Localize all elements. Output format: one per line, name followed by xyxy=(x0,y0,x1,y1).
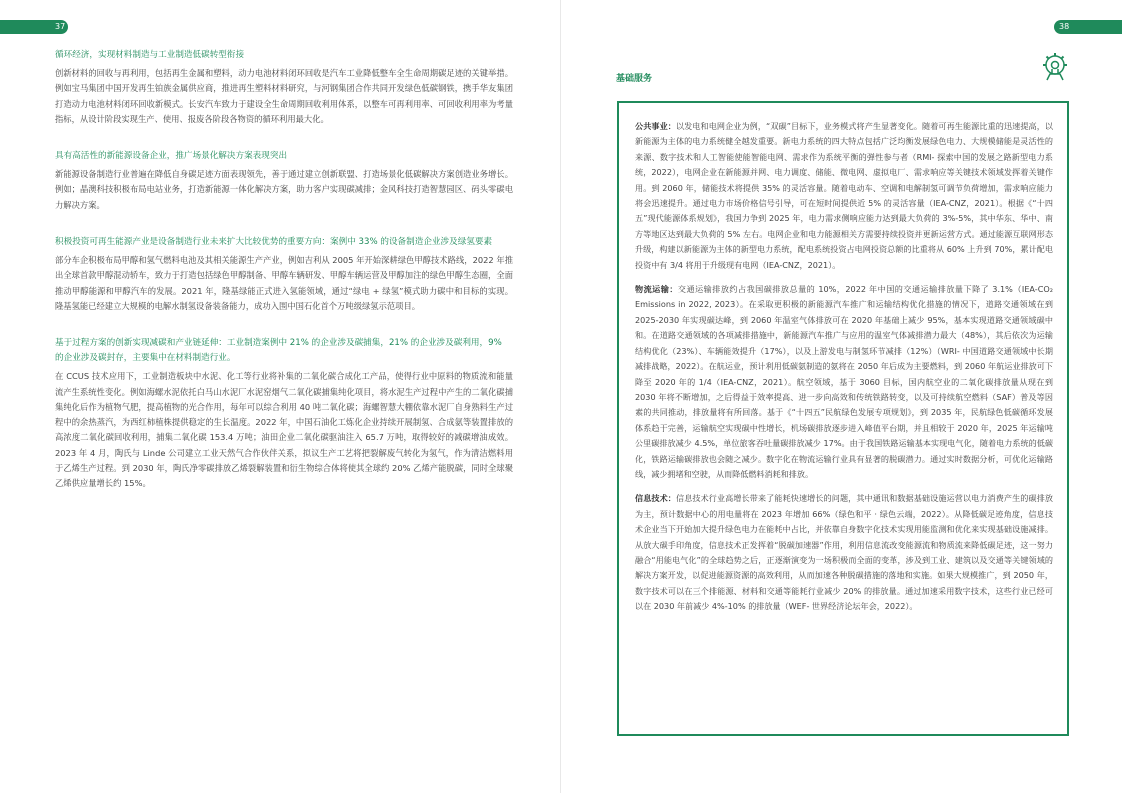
paragraph-text: 信息技术行业高增长带来了能耗快速增长的问题，其中通讯和数据基础设施运营以电力消费产生的碳排放为主，预计数据中心的用电量将在 2023 年增加 66%（绿色和平 · 绿色云端，2022）。从降低碳足迹角度，信息技术企业当下开始加大提升绿色电力在能耗中占比，并依靠自身数字化技术实现用能监测和优化来实现基础设施减排。从放大碳手印角度，信息技术正发挥着“脱碳加速器”作用，利用信息流改变能源流和物质流来降低碳足迹，这一努力融合“用能电气化”的全球趋势之后，正逐渐演变为一场积极而全面的变革，涉及到工业、建筑以及交通等关键领域的解决方案开发，以促进能源资源的高效利用，从而加速各种脱碳措施的落地和实施。如果大规模推广，到 2050 年，数字技术可以在三个排能源、材料和交通等能耗行业减少 20% 的排放量。通过加速采用数字技术，这些行业已经可以在 2030 年前减少 4%-10% 的排放量（WEF- 世界经济论坛年会，2022）。 xyxy=(635,493,1053,612)
paragraph-public-utilities xyxy=(635,119,1053,273)
section-body: 新能源设备制造行业普遍在降低自身碳足迹方面表现领先，善于通过建立创新联盟、打造场景化低碳解决方案创造业务增长。例如；晶澳科技积极布局电站业务，打造新能源一体化解决方案，助力客户实现碳减排；金风科技打造智慧园区、码头零碳电力解决方案。 xyxy=(55,169,513,210)
section-new-energy-equipment xyxy=(55,149,513,213)
box-content xyxy=(635,119,1053,624)
paragraph-text: 交通运输排放约占我国碳排放总量的 10%，2022 年中国的交通运输排放量下降了 3.1%（IEA-CO₂ Emissions in 2022, 2023）。在采取更积极的新能源汽车推广和运输结构优化措施的情况下，道路交通领域在到 2025-2030 年实现碳达峰，到 2060 年温室气体排放可在 2020 年基础上减少 95%，基本实现道路交通领域碳中和。在道路交通领域的各项减排措施中，新能源汽车推广与应用的温室气体减排潜力最大（48%），其后依次为运输结构优化（23%）、车辆能效提升（17%），以及上游发电与制氢环节减排（12%）（WRI- 中国道路交通领域中长期减排战略，2022）。在航运业，预计利用低碳氨制造的氨将在 2050 年后成为主要燃料，到 2060 年航运业排放可下降至 2020 年的 1/4（IEA-CNZ，2021）。航空领域，基于 3060 目标，国内航空业的二氧化碳排放量从现在到 2030 年将不断增加，之后得益于效率提高、进一步向高效和传统铁路转变，以及可持续航空燃料（SAF）普及等因素的共同推动，排放量将有所回落。基于《“十四五”民航绿色发展专项规划》，到 2035 年，民航绿色低碳循环发展体系趋于完善，运输航空实现碳中性增长，机场碳排放逐步进入峰值平台期，并且相较于 2020 年，2025 年运输吨公里碳排放减少 4.5%，单位旅客吞吐量碳排放减少 17%。由于我国铁路运输基本实现电气化，随着电力系统的低碳化，铁路运输碳排放也会随之减少。数字化在物流运输行业具有显著的脱碳潜力。通过实时数据分析，可优化运输路线，减少拥堵和空驶，从而降低燃料消耗和排放。 xyxy=(635,284,1053,479)
basic-services-box xyxy=(617,101,1069,736)
paragraph-label: 公共事业： xyxy=(635,121,676,131)
section-circular-economy xyxy=(55,48,513,127)
paragraph-information-technology xyxy=(635,491,1053,614)
section-heading: 具有高活性的新能源设备企业，推广场景化解决方案表现突出 xyxy=(55,151,288,162)
section-heading: 积极投资可再生能源产业是设备制造行业未来扩大比较优势的重要方向：案例中 33% 的设备制造企业涉及绿氢要素 xyxy=(55,237,493,248)
section-title: 基础服务 xyxy=(616,74,653,84)
section-process-innovation xyxy=(55,336,513,491)
page-number-tab-left xyxy=(0,20,68,34)
paragraph-text: 以发电和电网企业为例，“双碳”目标下，业务模式将产生显著变化。随着可再生能源比重的迅速提高，以新能源为主体的电力系统健全越发重要。新电力系统的四大特点包括广泛均衡发展绿色电力、大规模储能是灵活性的来源、数字技术和人工智能使能智能电网、需求作为系统平衡的弹性参与者（RMI- 探索中国的发展之路新型电力系统，2022），电网企业在新能源并网、电力调度、储能、微电网、虚拟电厂、需求响应等关键技术领域发挥着关键作用。到 2060 年，储能技术将提供 35% 的灵活容量。随着电动车、空调和电解制氢可调节负荷增加，需求响应能力将会迅速提升。通过电力市场价格信号引导，可在短时间提供近 5% 的灵活容量（IEA-CNZ，2021）。根据《“十四五”现代能源体系规划》，我国力争到 2025 年，电力需求侧响应能力达到最大负荷的 3%-5%，其中华东、华中、南方等地区达到最大负荷的 5% 左右。电网企业和电力能源相关方需要持续投资并更新运营方式。通过能源互联网形态升级，构建以新能源为主体的新型电力系统，配电系统投资占电网投资总额的比重将从 60% 上升到 70%，累计配电投资中有 3/4 将用于升级现有电网（IEA-CNZ，2021）。 xyxy=(635,121,1053,270)
section-heading: 循环经济，实现材料制造与工业制造低碳转型衔接 xyxy=(55,50,245,60)
gear-hand-icon xyxy=(1038,50,1072,84)
page-number-left: 37 xyxy=(55,22,66,31)
page-number-tab-right xyxy=(1054,20,1122,34)
section-renewable-investment xyxy=(55,235,513,314)
paragraph-label: 物流运输： xyxy=(635,284,678,295)
section-body: 部分车企积极布局甲醇和氢气燃料电池及其相关能源生产产业，例如吉利从 2005 年开始深耕绿色甲醇技术路线，2022 年推出全球首款甲醇混动轿车，致力于打造包括绿色甲醇制备、甲醇车辆研发、甲醇车辆运营及甲醇加注的绿色甲醇生态圈，全面推动甲醇能源和甲醇汽车的发展。2021 年，隆基绿能正式进入氢能领域，通过“绿电 + 绿氢”模式助力碳中和目标的实现。隆基氢能已经建立大规模的电解水制氢设备装备能力，成功入围中国石化首个万吨级绿氢示范项目。 xyxy=(55,255,513,311)
section-heading: 基于过程方案的创新实现减碳和产业链延伸：工业制造案例中 21% 的企业涉及碳捕集，21% 的企业涉及碳利用，9% 的企业涉及碳封存，主要集中在材料制造行业。 xyxy=(55,338,502,364)
paragraph-label: 信息技术： xyxy=(635,493,676,504)
section-body: 在 CCUS 技术应用下，工业制造板块中水泥、化工等行业将补集的二氧化碳合成化工产品，使得行业中原料的物质流和能量流产生系统性变化。例如海螺水泥依托白马山水泥厂水泥窑烟气二氧化碳捕集纯化项目，将水泥生产过程中产生的二氧化碳捕集纯化后作为植物气肥，提高植物的光合作用，每年可以综合利用 40 吨二氧化碳；海螺智慧大棚依靠水泥厂自身熟料生产过程中的余热蒸汽，为西红柿植株提供稳定的生长温度。2022 年，中国石油化工炼化企业持续开展制氢、合成氨等装置排放的高浓度二氧化碳回收利用，捕集二氧化碳 153.4 万吨；油田企业二氧化碳驱油注入 65.7 万吨，取得较好的减碳增油成效。2023 年 4 月，陶氏与 Linde 公司建立工业天然气合作伙伴关系，拟议生产工艺将把裂解废气转化为氢气，作为清洁燃料用于乙烯生产过程。到 2030 年，陶氏净零碳排放乙烯裂解装置和衍生物综合体将使其全球约 20% 乙烯产能脱碳，同时全球聚乙烯供应量增长约 15%。 xyxy=(55,371,513,489)
paragraph-logistics xyxy=(635,282,1053,482)
left-content xyxy=(55,48,513,514)
section-body: 创新材料的回收与再利用，包括再生金属和塑料，动力电池材料闭环回收是汽车工业降低整车全生命周期碳足迹的关键举措。例如宝马集团中国开发再生铂族金属供应商，推进再生塑料材料研究，与河钢集团合作共同开发绿色低碳钢铁，携手华友集团打造动力电池材料闭环回收新模式。长安汽车致力于建设全生命周期回收利用体系，以整车可再利用率、可回收利用率为考量指标，从设计阶段实现生产、使用、报废各阶段各物资的循环利用最大化。 xyxy=(55,68,513,124)
page-number-right: 38 xyxy=(1059,22,1070,31)
